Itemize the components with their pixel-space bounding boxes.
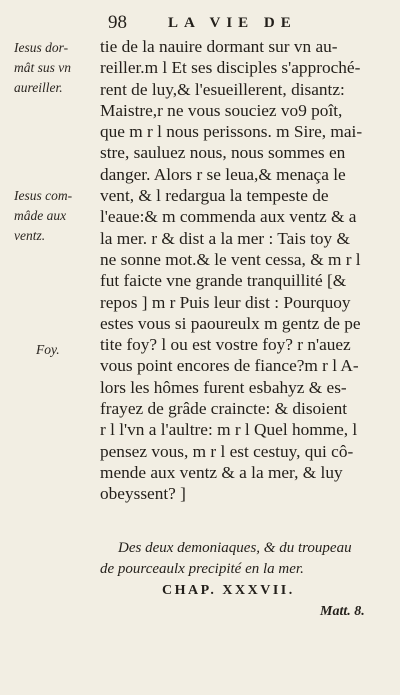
text-line: reiller.m l Et ses disciples s'approché- [100, 58, 361, 78]
text-line: que m r l nous perissons. m Sire, mai- [100, 122, 363, 142]
text-line: tite foy? l ou est vostre foy? r n'auez [100, 335, 351, 355]
margin-note-line: mâde aux [14, 208, 67, 223]
body-text [100, 36, 392, 505]
margin-note-line: Iesus dor- [14, 40, 69, 55]
text-line: Maistre,r ne vous souciez vo9 poît, [100, 100, 343, 120]
summary-line: de pourceaulx precipité en la mer. [100, 561, 304, 577]
running-title: LA VIE DE [168, 15, 297, 31]
text-line: ne sonne mot.& le vent cessa, & m r l [100, 249, 361, 269]
margin-note-commands [14, 186, 98, 246]
text-line: obeyssent? ] [100, 484, 186, 504]
text-line: la mer. r & dist a la mer : Tais toy & [100, 228, 350, 248]
text-line: tie de la nauire dormant sur vn au- [100, 37, 338, 56]
margin-note-line: aureiller. [14, 80, 63, 95]
text-line: estes vous si paoureulx m gentz de pe [100, 313, 361, 333]
text-line: frayez de grâde craincte: & disoient [100, 399, 348, 419]
margin-note-line: ventz. [14, 228, 46, 243]
summary-line: Des deux demoniaques, & du troupeau [118, 540, 352, 556]
page-number: 98 [108, 12, 127, 33]
text-line: rent de luy,& l'esueillerent, disantz: [100, 79, 345, 99]
text-line: l'eaue:& m commenda aux ventz & a [100, 207, 357, 227]
text-line: mende aux ventz & a la mer, & luy [100, 462, 343, 482]
page-header [0, 12, 400, 36]
text-line: pensez vous, m r l est cestuy, qui cô- [100, 441, 354, 461]
margin-note-sleeping [14, 38, 98, 98]
text-line: fut faicte vne grande tranquillité [& [100, 271, 347, 291]
margin-note-line: mât sus vn [14, 60, 71, 75]
chapter-heading: CHAP. XXXVII. [162, 583, 295, 598]
text-line: vous point encores de fiance?m r l A- [100, 356, 359, 376]
section-summary [0, 538, 400, 580]
text-line: repos ] m r Puis leur dist : Pourquoy [100, 292, 351, 312]
text-line: danger. Alors r se leua,& menaça le [100, 164, 346, 184]
text-line: lors les hômes furent esbahyz & es- [100, 377, 347, 397]
text-line: vent, & l redargua la tempeste de [100, 186, 329, 206]
text-line: r l l'vn a l'aultre: m r l Quel homme, l [100, 420, 358, 440]
margin-note-line: Iesus com- [14, 188, 73, 203]
scripture-reference: Matt. 8. [320, 604, 365, 619]
text-line: stre, sauluez nous, nous sommes en [100, 143, 346, 163]
margin-note-line: Foy. [36, 342, 60, 357]
